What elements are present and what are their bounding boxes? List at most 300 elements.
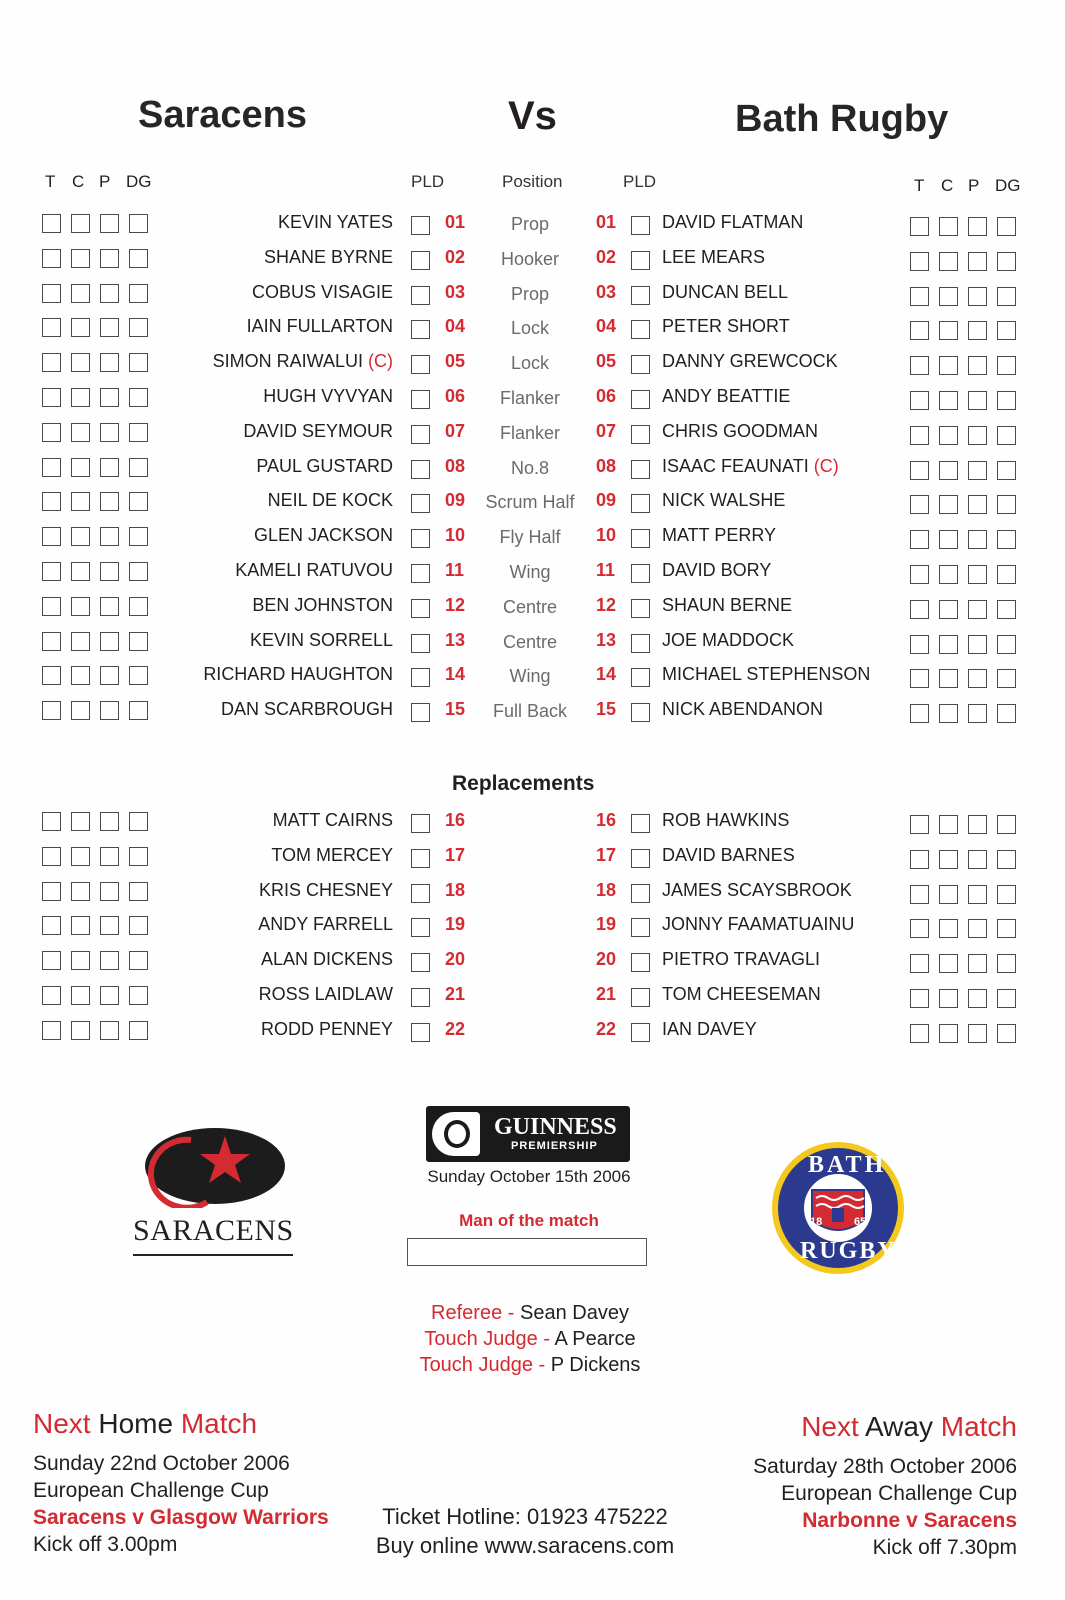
- away-played-checkbox[interactable]: [631, 599, 650, 618]
- away-played-checkbox[interactable]: [631, 460, 650, 479]
- home-score-checkbox[interactable]: [71, 527, 90, 546]
- away-score-checkbox[interactable]: [997, 252, 1016, 271]
- home-shirt-number: 19: [445, 914, 466, 935]
- away-played-checkbox[interactable]: [631, 494, 650, 513]
- position-label: Wing: [509, 562, 551, 582]
- away-score-checkbox[interactable]: [968, 704, 987, 723]
- away-score-checkbox[interactable]: [939, 815, 958, 834]
- away-played-checkbox[interactable]: [631, 390, 650, 409]
- home-score-checkbox[interactable]: [100, 701, 119, 720]
- away-score-checkbox[interactable]: [997, 565, 1016, 584]
- away-played-checkbox[interactable]: [631, 988, 650, 1007]
- away-score-checkbox[interactable]: [997, 217, 1016, 236]
- away-score-checkbox[interactable]: [997, 989, 1016, 1008]
- away-played-checkbox[interactable]: [631, 668, 650, 687]
- home-score-checkbox[interactable]: [129, 951, 148, 970]
- home-score-checkbox[interactable]: [71, 882, 90, 901]
- away-shirt-number: 10: [596, 525, 617, 546]
- away-score-checkbox[interactable]: [997, 1024, 1016, 1043]
- home-score-checkbox[interactable]: [71, 249, 90, 268]
- away-score-checkbox[interactable]: [910, 461, 929, 480]
- away-score-checkbox[interactable]: [910, 391, 929, 410]
- home-score-checkbox[interactable]: [100, 632, 119, 651]
- home-score-checkbox[interactable]: [100, 597, 119, 616]
- home-score-checkbox[interactable]: [100, 812, 119, 831]
- table-row: [0, 980, 1065, 1014]
- home-score-checkbox[interactable]: [42, 562, 61, 581]
- home-played-checkbox[interactable]: [411, 564, 430, 583]
- away-score-checkbox[interactable]: [968, 635, 987, 654]
- position-label: Flanker: [499, 388, 561, 408]
- away-score-checkbox[interactable]: [939, 669, 958, 688]
- away-score-checkbox[interactable]: [939, 356, 958, 375]
- table-row: [0, 278, 1065, 312]
- away-played-checkbox[interactable]: [631, 703, 650, 722]
- home-score-checkbox[interactable]: [129, 1021, 148, 1040]
- away-played-checkbox[interactable]: [631, 884, 650, 903]
- away-shirt-number: 19: [596, 914, 617, 935]
- away-score-checkbox[interactable]: [968, 461, 987, 480]
- home-score-checkbox[interactable]: [71, 812, 90, 831]
- home-score-checkbox[interactable]: [42, 916, 61, 935]
- home-score-checkbox[interactable]: [100, 847, 119, 866]
- away-score-checkbox[interactable]: [997, 426, 1016, 445]
- home-score-checkbox[interactable]: [71, 701, 90, 720]
- away-played-checkbox[interactable]: [631, 814, 650, 833]
- away-played-checkbox[interactable]: [631, 251, 650, 270]
- home-player-name: COBUS VISAGIE: [251, 281, 393, 302]
- away-score-checkbox[interactable]: [910, 989, 929, 1008]
- away-played-checkbox[interactable]: [631, 953, 650, 972]
- home-score-checkbox[interactable]: [100, 666, 119, 685]
- home-player-name: RODD PENNEY: [260, 1018, 393, 1039]
- next-home-date: Sunday 22nd October 2006: [33, 1452, 290, 1475]
- away-played-checkbox[interactable]: [631, 634, 650, 653]
- away-shirt-number: 07: [596, 420, 617, 441]
- away-score-checkbox[interactable]: [910, 885, 929, 904]
- home-score-checkbox[interactable]: [71, 951, 90, 970]
- away-player-name: CHRIS GOODMAN: [662, 420, 819, 441]
- away-played-checkbox[interactable]: [631, 918, 650, 937]
- away-score-checkbox[interactable]: [968, 919, 987, 938]
- home-played-checkbox[interactable]: [411, 814, 430, 833]
- away-score-checkbox[interactable]: [939, 461, 958, 480]
- away-score-checkbox[interactable]: [939, 989, 958, 1008]
- home-played-checkbox[interactable]: [411, 390, 430, 409]
- away-score-checkbox[interactable]: [910, 669, 929, 688]
- man-of-match-field[interactable]: [407, 1238, 647, 1266]
- away-score-checkbox[interactable]: [939, 850, 958, 869]
- away-score-checkbox[interactable]: [997, 635, 1016, 654]
- home-score-checkbox[interactable]: [71, 597, 90, 616]
- away-player-name: MICHAEL STEPHENSON: [662, 664, 871, 685]
- away-score-checkbox[interactable]: [939, 252, 958, 271]
- home-score-checkbox[interactable]: [100, 214, 119, 233]
- try-header: T: [45, 172, 56, 191]
- away-played-checkbox[interactable]: [631, 529, 650, 548]
- away-score-checkbox[interactable]: [910, 495, 929, 514]
- home-played-checkbox[interactable]: [411, 953, 430, 972]
- away-score-checkbox[interactable]: [997, 850, 1016, 869]
- position-label: Hooker: [500, 248, 560, 269]
- home-score-checkbox[interactable]: [129, 214, 148, 233]
- home-player-name: NEIL DE KOCK: [267, 490, 393, 511]
- home-team-title: Saracens: [138, 94, 308, 136]
- away-score-checkbox[interactable]: [968, 426, 987, 445]
- away-player-name: JAMES SCAYSBROOK: [662, 879, 852, 900]
- home-shirt-number: 15: [445, 699, 466, 720]
- home-score-checkbox[interactable]: [129, 847, 148, 866]
- home-score-checkbox[interactable]: [71, 318, 90, 337]
- home-score-checkbox[interactable]: [42, 986, 61, 1005]
- table-row: [0, 347, 1065, 381]
- away-pld-header: PLD: [623, 172, 657, 191]
- away-score-checkbox[interactable]: [910, 321, 929, 340]
- home-score-checkbox[interactable]: [71, 632, 90, 651]
- away-score-checkbox[interactable]: [997, 704, 1016, 723]
- away-score-checkbox[interactable]: [910, 954, 929, 973]
- away-score-checkbox[interactable]: [939, 565, 958, 584]
- away-score-checkbox[interactable]: [997, 495, 1016, 514]
- home-score-checkbox[interactable]: [129, 318, 148, 337]
- home-score-checkbox[interactable]: [71, 916, 90, 935]
- home-score-checkbox[interactable]: [42, 882, 61, 901]
- next-away-date: Saturday 28th October 2006: [753, 1455, 1017, 1478]
- away-player-name: IAN DAVEY: [662, 1018, 757, 1039]
- away-score-checkbox[interactable]: [910, 635, 929, 654]
- home-shirt-number: 10: [445, 525, 466, 546]
- home-played-checkbox[interactable]: [411, 918, 430, 937]
- ticket-online[interactable]: Buy online www.saracens.com: [375, 1533, 675, 1558]
- away-score-checkbox[interactable]: [910, 815, 929, 834]
- away-player-name: NICK WALSHE: [662, 490, 786, 511]
- home-score-checkbox[interactable]: [71, 492, 90, 511]
- away-played-checkbox[interactable]: [631, 564, 650, 583]
- home-shirt-number: 07: [445, 420, 466, 441]
- home-score-checkbox[interactable]: [42, 666, 61, 685]
- home-played-checkbox[interactable]: [411, 1023, 430, 1042]
- table-row: [0, 626, 1065, 660]
- home-player-name: KEVIN SORRELL: [249, 629, 393, 650]
- away-score-checkbox[interactable]: [910, 565, 929, 584]
- away-score-checkbox[interactable]: [968, 530, 987, 549]
- home-played-checkbox[interactable]: [411, 460, 430, 479]
- away-player-name: TOM CHEESEMAN: [662, 984, 821, 1004]
- home-score-checkbox[interactable]: [42, 527, 61, 546]
- away-score-checkbox[interactable]: [939, 954, 958, 973]
- away-score-checkbox[interactable]: [939, 426, 958, 445]
- away-score-checkbox[interactable]: [910, 287, 929, 306]
- home-score-checkbox[interactable]: [42, 632, 61, 651]
- table-row: [0, 382, 1065, 416]
- away-score-checkbox[interactable]: [910, 356, 929, 375]
- home-played-checkbox[interactable]: [411, 320, 430, 339]
- away-shirt-number: 18: [596, 879, 617, 900]
- away-score-checkbox[interactable]: [968, 495, 987, 514]
- home-score-checkbox[interactable]: [100, 986, 119, 1005]
- table-row: [0, 243, 1065, 277]
- bath-rugby-logo: [770, 1140, 906, 1276]
- home-score-checkbox[interactable]: [100, 882, 119, 901]
- away-played-checkbox[interactable]: [631, 286, 650, 305]
- home-score-checkbox[interactable]: [42, 249, 61, 268]
- home-score-checkbox[interactable]: [129, 388, 148, 407]
- away-shirt-number: 11: [596, 560, 616, 580]
- next-home-fixture: Saracens v Glasgow Warriors: [33, 1506, 329, 1529]
- next-home-kickoff: Kick off 3.00pm: [33, 1533, 178, 1556]
- officials-list: [380, 1300, 680, 1378]
- table-row: [0, 841, 1065, 875]
- away-score-checkbox[interactable]: [997, 391, 1016, 410]
- away-player-name: ISAAC FEAUNATI (C): [662, 455, 839, 476]
- away-score-checkbox[interactable]: [939, 1024, 958, 1043]
- home-played-checkbox[interactable]: [411, 425, 430, 444]
- home-score-checkbox[interactable]: [129, 701, 148, 720]
- next-away-title: Next Away Match: [801, 1411, 1017, 1442]
- home-score-checkbox[interactable]: [129, 882, 148, 901]
- away-score-checkbox[interactable]: [910, 704, 929, 723]
- away-score-checkbox[interactable]: [939, 919, 958, 938]
- away-score-checkbox[interactable]: [997, 885, 1016, 904]
- away-score-checkbox[interactable]: [968, 954, 987, 973]
- away-score-checkbox[interactable]: [997, 530, 1016, 549]
- home-score-checkbox[interactable]: [42, 318, 61, 337]
- away-score-checkbox[interactable]: [939, 600, 958, 619]
- home-score-checkbox[interactable]: [129, 666, 148, 685]
- table-row: [0, 486, 1065, 520]
- home-score-checkbox[interactable]: [100, 249, 119, 268]
- home-score-checkbox[interactable]: [100, 562, 119, 581]
- home-score-checkbox[interactable]: [71, 1021, 90, 1040]
- away-played-checkbox[interactable]: [631, 355, 650, 374]
- table-row: [0, 521, 1065, 555]
- away-shirt-number: 04: [596, 316, 617, 337]
- home-score-checkbox[interactable]: [100, 353, 119, 372]
- home-played-checkbox[interactable]: [411, 703, 430, 722]
- home-score-checkbox[interactable]: [42, 353, 61, 372]
- away-score-checkbox[interactable]: [910, 530, 929, 549]
- home-score-checkbox[interactable]: [129, 632, 148, 651]
- home-played-checkbox[interactable]: [411, 884, 430, 903]
- away-score-checkbox[interactable]: [968, 391, 987, 410]
- away-score-checkbox[interactable]: [939, 217, 958, 236]
- home-score-checkbox[interactable]: [42, 847, 61, 866]
- home-player-name: SHANE BYRNE: [263, 246, 393, 267]
- home-played-checkbox[interactable]: [411, 849, 430, 868]
- home-score-checkbox[interactable]: [42, 388, 61, 407]
- home-shirt-number: 03: [445, 281, 466, 302]
- home-score-checkbox[interactable]: [100, 916, 119, 935]
- position-label: Lock: [510, 318, 550, 339]
- away-shirt-number: 15: [596, 699, 617, 720]
- away-score-checkbox[interactable]: [968, 850, 987, 869]
- away-score-checkbox[interactable]: [968, 217, 987, 236]
- home-score-checkbox[interactable]: [129, 812, 148, 831]
- away-score-checkbox[interactable]: [910, 850, 929, 869]
- away-score-checkbox[interactable]: [910, 919, 929, 938]
- away-score-checkbox[interactable]: [968, 989, 987, 1008]
- away-score-checkbox[interactable]: [910, 426, 929, 445]
- home-score-checkbox[interactable]: [100, 527, 119, 546]
- away-score-checkbox[interactable]: [997, 287, 1016, 306]
- away-played-checkbox[interactable]: [631, 216, 650, 235]
- home-score-checkbox[interactable]: [129, 527, 148, 546]
- home-shirt-number: 08: [445, 455, 466, 476]
- away-score-checkbox[interactable]: [939, 530, 958, 549]
- home-score-checkbox[interactable]: [129, 423, 148, 442]
- away-score-checkbox[interactable]: [968, 815, 987, 834]
- home-score-checkbox[interactable]: [100, 284, 119, 303]
- next-away-fixture: Narbonne v Saracens: [802, 1509, 1017, 1532]
- home-played-checkbox[interactable]: [411, 216, 430, 235]
- home-score-checkbox[interactable]: [42, 701, 61, 720]
- table-row: [0, 208, 1065, 242]
- away-score-checkbox[interactable]: [968, 669, 987, 688]
- home-player-name: PAUL GUSTARD: [256, 455, 393, 476]
- away-score-checkbox[interactable]: [997, 954, 1016, 973]
- home-score-checkbox[interactable]: [129, 597, 148, 616]
- home-played-checkbox[interactable]: [411, 286, 430, 305]
- home-score-checkbox[interactable]: [100, 318, 119, 337]
- away-score-checkbox[interactable]: [939, 885, 958, 904]
- away-score-checkbox[interactable]: [939, 321, 958, 340]
- away-shirt-number: 12: [596, 594, 617, 615]
- home-score-checkbox[interactable]: [42, 597, 61, 616]
- table-row: [0, 660, 1065, 694]
- away-score-checkbox[interactable]: [968, 252, 987, 271]
- away-score-checkbox[interactable]: [939, 391, 958, 410]
- home-score-checkbox[interactable]: [129, 249, 148, 268]
- home-played-checkbox[interactable]: [411, 988, 430, 1007]
- home-played-checkbox[interactable]: [411, 251, 430, 270]
- home-player-name: ROSS LAIDLAW: [258, 984, 393, 1004]
- away-shirt-number: 05: [596, 351, 617, 372]
- away-score-checkbox[interactable]: [968, 321, 987, 340]
- home-score-checkbox[interactable]: [100, 423, 119, 442]
- home-player-name: DAN SCARBROUGH: [220, 699, 393, 720]
- home-score-checkbox[interactable]: [42, 284, 61, 303]
- home-player-name: RICHARD HAUGHTON: [203, 664, 393, 685]
- home-score-checkbox[interactable]: [100, 492, 119, 511]
- position-label: Scrum Half: [485, 492, 575, 513]
- home-score-checkbox[interactable]: [129, 353, 148, 372]
- home-score-checkbox[interactable]: [129, 916, 148, 935]
- home-played-checkbox[interactable]: [411, 529, 430, 548]
- home-played-checkbox[interactable]: [411, 599, 430, 618]
- home-score-checkbox[interactable]: [71, 388, 90, 407]
- away-score-checkbox[interactable]: [939, 635, 958, 654]
- home-score-checkbox[interactable]: [71, 562, 90, 581]
- ticket-hotline: Ticket Hotline: 01923 475222: [382, 1504, 668, 1529]
- bath-wordmark: BATH: [808, 1152, 887, 1178]
- table-row: [0, 417, 1065, 451]
- away-score-checkbox[interactable]: [968, 356, 987, 375]
- home-score-checkbox[interactable]: [129, 562, 148, 581]
- next-away-kickoff: Kick off 7.30pm: [872, 1536, 1017, 1559]
- table-row: [0, 591, 1065, 625]
- away-score-checkbox[interactable]: [997, 461, 1016, 480]
- home-score-checkbox[interactable]: [71, 423, 90, 442]
- home-score-checkbox[interactable]: [71, 458, 90, 477]
- away-score-checkbox[interactable]: [968, 885, 987, 904]
- away-played-checkbox[interactable]: [631, 849, 650, 868]
- away-played-checkbox[interactable]: [631, 1023, 650, 1042]
- away-score-checkbox[interactable]: [997, 321, 1016, 340]
- home-player-name: ALAN DICKENS: [260, 949, 393, 970]
- home-shirt-number: 21: [445, 984, 466, 1004]
- away-score-checkbox[interactable]: [910, 600, 929, 619]
- home-played-checkbox[interactable]: [411, 494, 430, 513]
- home-played-checkbox[interactable]: [411, 668, 430, 687]
- away-score-checkbox[interactable]: [910, 1024, 929, 1043]
- away-player-name: DANNY GREWCOCK: [662, 351, 838, 372]
- home-score-checkbox[interactable]: [129, 492, 148, 511]
- home-score-checkbox[interactable]: [71, 214, 90, 233]
- away-score-checkbox[interactable]: [939, 495, 958, 514]
- away-score-checkbox[interactable]: [910, 252, 929, 271]
- away-score-checkbox[interactable]: [910, 217, 929, 236]
- home-score-checkbox[interactable]: [42, 214, 61, 233]
- home-played-checkbox[interactable]: [411, 634, 430, 653]
- home-score-checkbox[interactable]: [42, 423, 61, 442]
- away-score-checkbox[interactable]: [997, 600, 1016, 619]
- away-score-checkbox[interactable]: [968, 287, 987, 306]
- home-score-checkbox[interactable]: [71, 284, 90, 303]
- conversion-header: C: [72, 172, 85, 191]
- position-label: Prop: [510, 214, 550, 234]
- home-score-checkbox[interactable]: [100, 388, 119, 407]
- home-score-checkbox[interactable]: [42, 812, 61, 831]
- home-score-checkbox[interactable]: [42, 492, 61, 511]
- official-touch-judge-1: Touch Judge - A Pearce: [424, 1328, 636, 1350]
- home-score-checkbox[interactable]: [100, 951, 119, 970]
- away-score-checkbox[interactable]: [939, 704, 958, 723]
- away-player-name: MATT PERRY: [662, 525, 777, 546]
- home-shirt-number: 06: [445, 386, 466, 406]
- position-header: Position: [502, 172, 563, 191]
- away-score-checkbox[interactable]: [997, 356, 1016, 375]
- away-score-checkbox[interactable]: [968, 1024, 987, 1043]
- home-score-checkbox[interactable]: [100, 1021, 119, 1040]
- away-score-checkbox[interactable]: [968, 565, 987, 584]
- away-played-checkbox[interactable]: [631, 320, 650, 339]
- away-score-checkbox[interactable]: [997, 669, 1016, 688]
- home-score-checkbox[interactable]: [129, 986, 148, 1005]
- home-played-checkbox[interactable]: [411, 355, 430, 374]
- away-score-checkbox[interactable]: [939, 287, 958, 306]
- home-score-checkbox[interactable]: [71, 847, 90, 866]
- table-row: [0, 312, 1065, 346]
- home-score-checkbox[interactable]: [129, 458, 148, 477]
- position-label: Lock: [510, 353, 550, 374]
- away-score-checkbox[interactable]: [997, 919, 1016, 938]
- saracens-logo: [133, 1118, 293, 1258]
- home-score-checkbox[interactable]: [42, 1021, 61, 1040]
- home-shirt-number: 05: [445, 351, 466, 372]
- home-score-checkbox[interactable]: [100, 458, 119, 477]
- home-score-checkbox[interactable]: [42, 458, 61, 477]
- home-player-name: TOM MERCEY: [271, 844, 393, 865]
- away-score-checkbox[interactable]: [968, 600, 987, 619]
- home-score-checkbox[interactable]: [71, 986, 90, 1005]
- home-score-checkbox[interactable]: [42, 951, 61, 970]
- away-played-checkbox[interactable]: [631, 425, 650, 444]
- home-score-checkbox[interactable]: [71, 353, 90, 372]
- home-score-checkbox[interactable]: [71, 666, 90, 685]
- home-score-checkbox[interactable]: [129, 284, 148, 303]
- home-shirt-number: 20: [445, 949, 466, 970]
- away-score-checkbox[interactable]: [997, 815, 1016, 834]
